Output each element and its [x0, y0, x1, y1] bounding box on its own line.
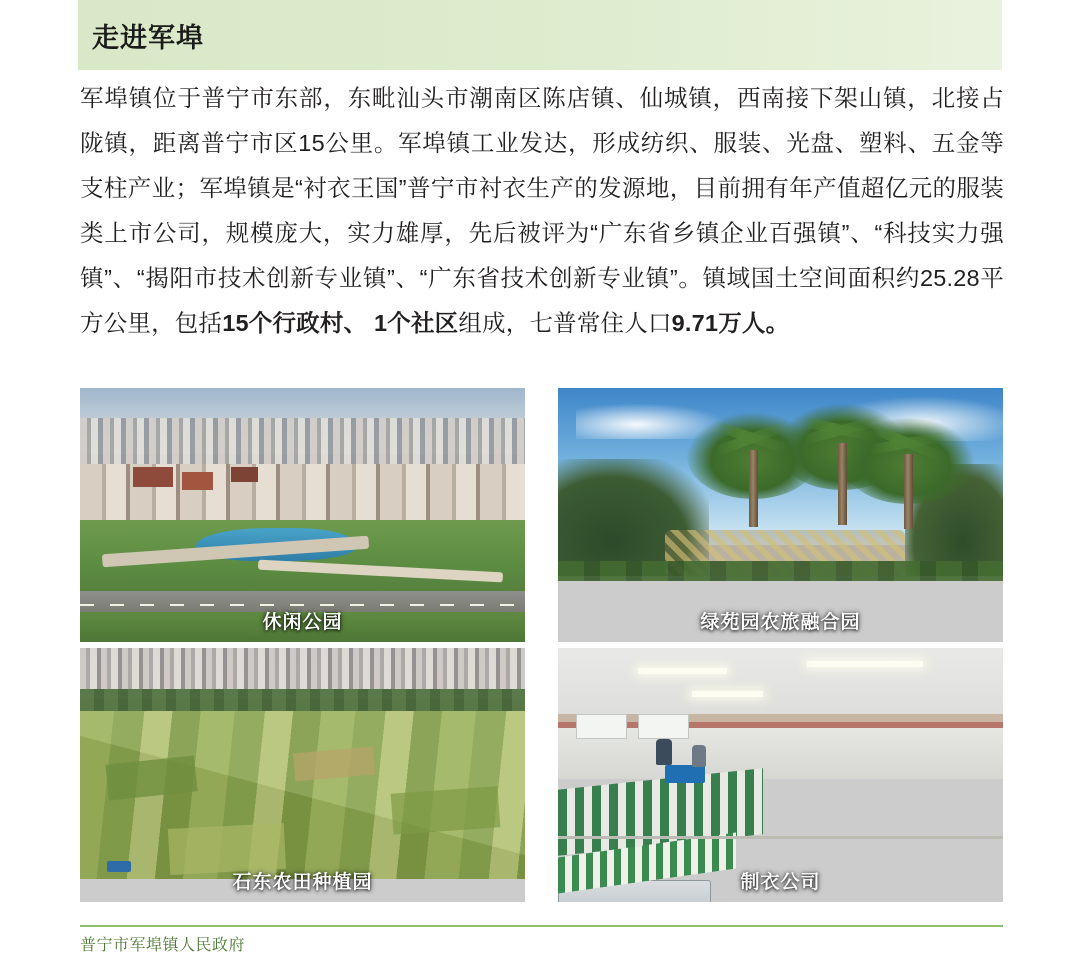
red-roof: [182, 472, 213, 490]
photo-caption: 休闲公园: [262, 612, 343, 633]
intro-paragraph: [80, 76, 1004, 346]
section-header-band: [78, 0, 1002, 70]
worker: [656, 739, 672, 765]
photo-shidong-farmland: [80, 648, 525, 902]
photo-lvyuan-agritourism: [558, 388, 1003, 642]
road-marking: [80, 604, 525, 606]
page-title: 走进军埠: [92, 22, 204, 53]
paragraph-text-part2: 组成，七普常住人口: [458, 310, 672, 336]
palm-trunk: [904, 454, 913, 529]
photo-caption: 绿苑园农旅融合园: [700, 612, 861, 633]
photo-garment-company: [558, 648, 1003, 902]
wall-window: [576, 714, 627, 739]
palm-trunk: [749, 450, 758, 527]
photo-caption: 石东农田种植园: [232, 872, 373, 893]
photo-caption: 制衣公司: [740, 872, 821, 893]
ceiling-light: [638, 668, 727, 674]
table-edge: [558, 836, 1003, 839]
photo-leisure-park: [80, 388, 525, 642]
ceiling-light: [692, 691, 763, 697]
tree-belt-layer: [80, 689, 525, 712]
photo-grid: [80, 388, 1003, 902]
red-roof: [133, 467, 173, 487]
footer-organization: 普宁市军埠镇人民政府: [80, 937, 246, 954]
city-skyline-layer: [80, 418, 525, 464]
machine-control-panel: [665, 765, 705, 783]
wall-window: [638, 714, 689, 739]
distant-city-layer: [80, 648, 525, 689]
paragraph-bold-population: 9.71万人。: [671, 310, 790, 336]
paragraph-text-part1: 军埠镇位于普宁市东部，东毗汕头市潮南区陈店镇、仙城镇，西南接下架山镇，北接占陇镇，距离普宁市区15公里。军埠镇工业发达，形成纺织、服装、光盘、塑料、五金等支柱产业；军埠镇是“衬衣王国”普宁市衬衣生产的发源地，目前拥有年产值超亿元的服装类上市公司，规模庞大，实力雄厚，先后被评为“广东省乡镇企业百强镇”、“科技实力强镇”、“揭阳市技术创新专业镇”、“广东省技术创新专业镇”。镇域国土空间面积约25.28平方公里，包括: [80, 85, 1004, 336]
field-plot: [390, 787, 499, 835]
ceiling-layer: [558, 648, 1003, 714]
footer-divider: [80, 925, 1003, 927]
red-roof: [231, 467, 258, 482]
worker: [692, 745, 706, 767]
paragraph-bold-villages: 15个行政村、 1个社区: [222, 310, 459, 336]
hedge-row: [558, 561, 1003, 581]
ceiling-light: [807, 661, 923, 667]
